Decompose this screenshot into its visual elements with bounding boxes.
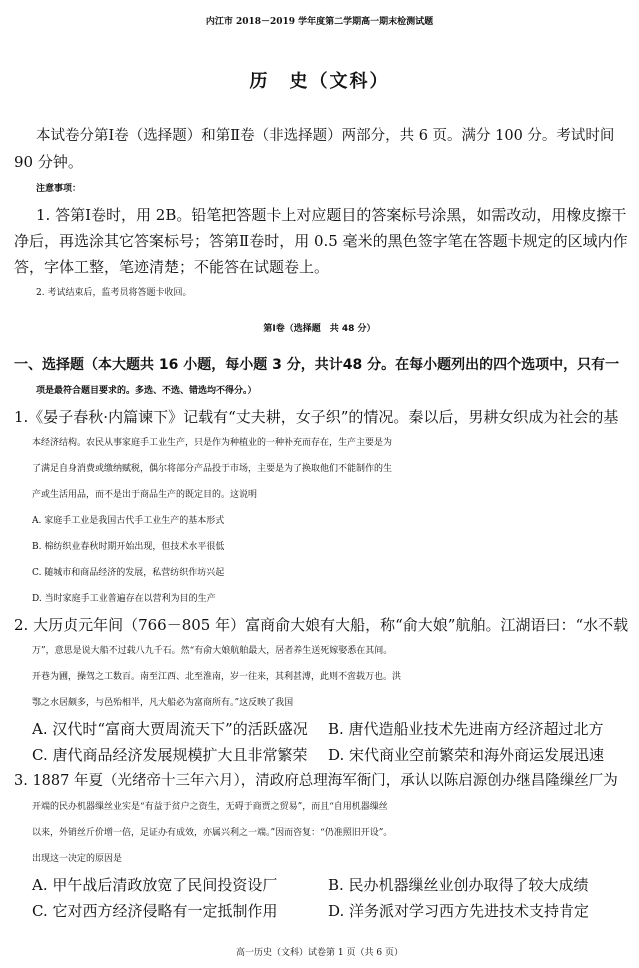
intro-line: 本试卷分第Ⅰ卷（选择题）和第Ⅱ卷（非选择题）两部分，共 6 页。满分 100 分。考试时间 (36, 128, 615, 144)
question-3-stem: 开端的民办机器缫丝业实是“有益于贫户之资生，无碍于商贾之贸易”，而且“自用机器缫丝 (32, 802, 388, 812)
question-2-stem: 万”，意思是说大船不过载八九千石。然“有俞大娘航舶最大，居者养生送死嫁娶悉在其间。 (32, 646, 393, 656)
question-3-option-a: A. 甲午战后清政放宽了民间投资设厂 (32, 876, 278, 894)
question-3-stem: 3. 1887 年夏（光绪帝十三年六月），清政府总理海军衙门，承认以陈启源创办继昌隆缫丝厂为 (14, 773, 618, 789)
question-3-option-b: B. 民办机器缫丝业创办取得了较大成绩 (328, 876, 589, 894)
question-3-stem: 出现这一决定的原因是 (32, 854, 123, 864)
notes-item-2: 2. 考试结束后，监考员将答题卡收回。 (36, 288, 192, 298)
question-1-stem: 1.《晏子春秋·内篇谏下》记载有“丈夫耕，女子织”的情况。秦以后，男耕女织成为社会的基 (14, 408, 619, 426)
exam-title: 内江市 2018－2019 学年度第二学期高一期末检测试题 (205, 17, 434, 27)
section-instructions-cont: 项是最符合题目要求的。多选、不选、错选均不得分。） (36, 386, 257, 396)
question-2-stem: 鄂之水居颇多，与邑殆相半，凡大船必为富商所有。”这反映了我国 (32, 698, 294, 708)
notes-item-1-cont: 答，字体工整，笔迹清楚；不能答在试题卷上。 (14, 258, 330, 276)
question-1-option-b: B. 棉纺织业春秋时期开始出现，但技术水平很低 (32, 542, 225, 552)
subject-title: 历 史（文科） (249, 71, 390, 92)
intro-line: 90 分钟。 (14, 153, 83, 171)
question-1-stem: 产或生活用品，而不是出于商品生产的既定目的。这说明 (32, 490, 258, 500)
section-instructions: 一、选择题（本大题共 16 小题，每小题 3 分，共计48 分。在每小题列出的四个选项中，只有一 (14, 357, 620, 373)
page-footer: 高一历史（文科）试卷第 1 页（共 6 页） (236, 948, 403, 958)
notes-item-1: 1. 答第Ⅰ卷时，用 2B。铅笔把答题卡上对应题目的答案标号涂黑，如需改动，用橡皮擦干 (36, 206, 627, 224)
question-1-stem: 了满足自身消费或缴纳赋税，偶尔将部分产品投于市场，主要是为了换取他们不能制作的生 (32, 464, 393, 474)
question-2-stem: 2. 大历贞元年间（766－805 年）富商俞大娘有大船，称“俞大娘”航舶。江湖语曰：“水不载 (14, 616, 629, 634)
question-1-stem: 本经济结构。农民从事家庭手工业生产，只是作为种植业的一种补充而存在，生产主要是为 (32, 438, 393, 448)
question-2-option-a: A. 汉代时“富商大贾周流天下”的活跃盛况 (32, 720, 308, 738)
question-2-option-b: B. 唐代造船业技术先进南方经济超过北方 (328, 720, 604, 738)
question-2-option-d: D. 宋代商业空前繁荣和海外商运发展迅速 (328, 746, 605, 764)
question-3-option-d: D. 洋务派对学习西方先进技术支持肯定 (328, 902, 590, 920)
question-3-stem: 以来，外销丝斤价增一倍，足证办有成效，亦属兴利之一端。”因而咨复：“仍准照旧开设”。 (32, 828, 393, 838)
notes-item-1-cont: 净后，再选涂其它答案标号；答第Ⅱ卷时，用 0.5 毫米的黑色签字笔在答题卡规定的区域内作 (14, 232, 628, 250)
question-2-stem: 开巷为圃，操驾之工数百。南至江西、北至淮南，岁一往来，其利甚溥，此则不啻载万也。洪 (32, 672, 402, 682)
question-3-option-c: C. 它对西方经济侵略有一定抵制作用 (32, 902, 278, 920)
question-2-option-c: C. 唐代商品经济发展规模扩大且非常繁荣 (32, 746, 308, 764)
section-title: 第Ⅰ卷（选择题 共 48 分） (263, 324, 376, 334)
question-1-option-a: A. 家庭手工业是我国古代手工业生产的基本形式 (32, 516, 225, 526)
question-1-option-c: C. 随城市和商品经济的发展，私营纺织作坊兴起 (32, 568, 225, 578)
question-1-option-d: D. 当时家庭手工业普遍存在以营利为目的生产 (32, 594, 216, 604)
notes-heading: 注意事项： (36, 184, 82, 194)
